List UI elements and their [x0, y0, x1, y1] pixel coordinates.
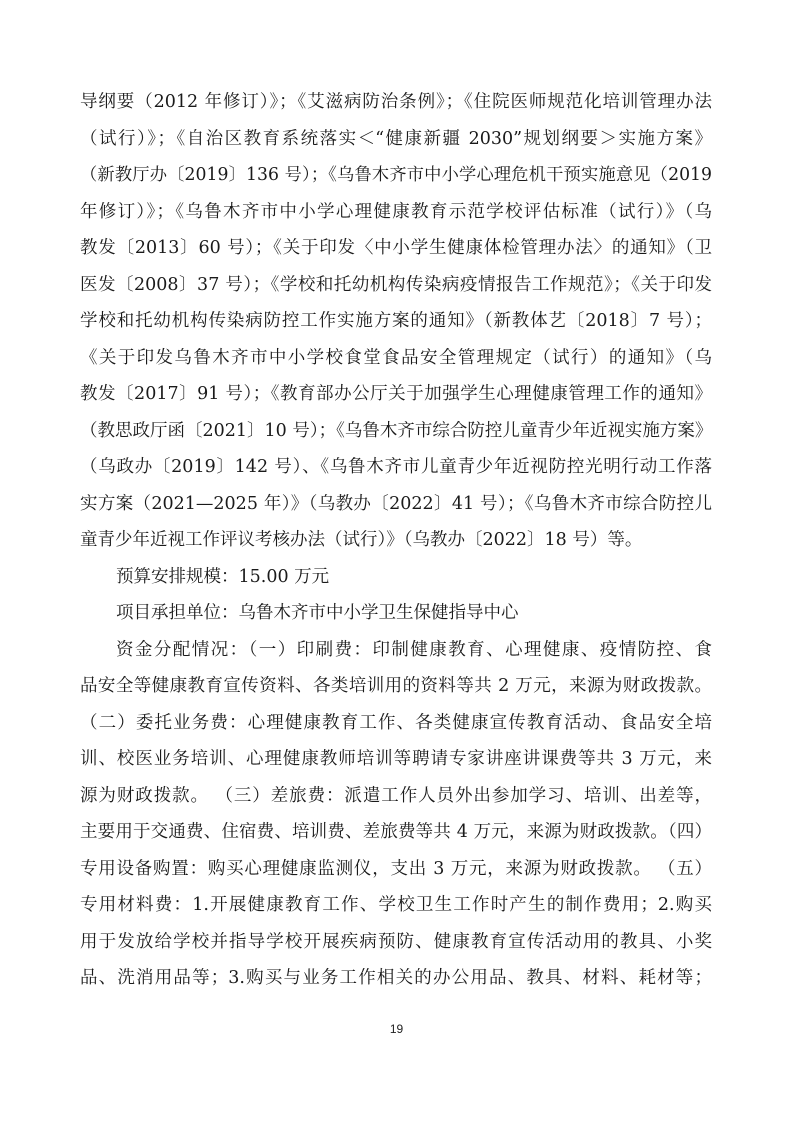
body-text-line: 童青少年近视工作评议考核办法（试行）》（乌教办〔2022〕18 号）等。 [80, 530, 643, 550]
body-text-line: （试行）》；《自治区教育系统落实＜“健康新疆 2030”规划纲要＞实施方案》 [80, 129, 712, 149]
body-text-line: 专用设备购置：购买心理健康监测仪，支出 3 万元，来源为财政拨款。 （五） [80, 859, 712, 879]
body-text-line: 实方案（2021—2025 年）》（乌教办〔2022〕41 号）；《乌鲁木齐市综合防控儿 [80, 494, 712, 514]
body-text-line: 专用材料费：1.开展健康教育工作、学校卫生工作时产生的制作费用；2.购买 [80, 895, 712, 915]
body-text-line: 品安全等健康教育宣传资料、各类培训用的资料等共 2 万元，来源为财政拨款。 [80, 676, 712, 696]
body-text-line: 用于发放给学校并指导学校开展疾病预防、健康教育宣传活动用的教具、小奖 [80, 932, 712, 952]
body-text-line: 源为财政拨款。 （三）差旅费：派遣工作人员外出参加学习、培训、出差等， [80, 786, 712, 806]
body-text-line: 训、校医业务培训、心理健康教师培训等聘请专家讲座讲课费等共 3 万元，来 [80, 749, 712, 769]
body-text-line: （新教厅办〔2019〕136 号）；《乌鲁木齐市中小学心理危机干预实施意见（2019 [80, 165, 712, 185]
body-text-line: 年修订）》；《乌鲁木齐市中小学心理健康教育示范学校评估标准（试行）》（乌 [80, 202, 712, 222]
body-text-line: 主要用于交通费、住宿费、培训费、差旅费等共 4 万元，来源为财政拨款。（四） [80, 822, 712, 842]
project-unit-line: 项目承担单位：乌鲁木齐市中小学卫生保健指导中心 [116, 603, 519, 623]
body-text-line: 品、洗消用品等；3.购买与业务工作相关的办公用品、教具、材料、耗材等； [80, 968, 712, 988]
body-text-line: （二）委托业务费：心理健康教育工作、各类健康宣传教育活动、食品安全培 [80, 713, 712, 733]
fund-allocation-line: 资金分配情况：（一）印刷费：印制健康教育、心理健康、疫情防控、食 [116, 640, 712, 660]
body-text-line: 导纲要（2012 年修订）》；《艾滋病防治条例》；《住院医师规范化培训管理办法 [80, 92, 712, 112]
body-text-line: 医发〔2008〕37 号）；《学校和托幼机构传染病疫情报告工作规范》；《关于印发 [80, 275, 712, 295]
body-text-line: （教思政厅函〔2021〕10 号）；《乌鲁木齐市综合防控儿童青少年近视实施方案》 [80, 421, 712, 441]
body-text-line: 教发〔2017〕91 号）；《教育部办公厅关于加强学生心理健康管理工作的通知》 [80, 384, 712, 404]
body-text-line: 学校和托幼机构传染病防控工作实施方案的通知》（新教体艺〔2018〕7 号）； [80, 311, 712, 331]
page-number: 19 [389, 1022, 404, 1036]
body-text-line: 教发〔2013〕60 号）；《关于印发〈中小学生健康体检管理办法〉的通知》（卫 [80, 238, 712, 258]
budget-scale-line: 预算安排规模：15.00 万元 [116, 567, 330, 587]
body-text-line: 《关于印发乌鲁木齐市中小学校食堂食品安全管理规定（试行）的通知》（乌 [80, 348, 712, 368]
body-text-line: （乌政办〔2019〕142 号）、《乌鲁木齐市儿童青少年近视防控光明行动工作落 [80, 457, 712, 477]
